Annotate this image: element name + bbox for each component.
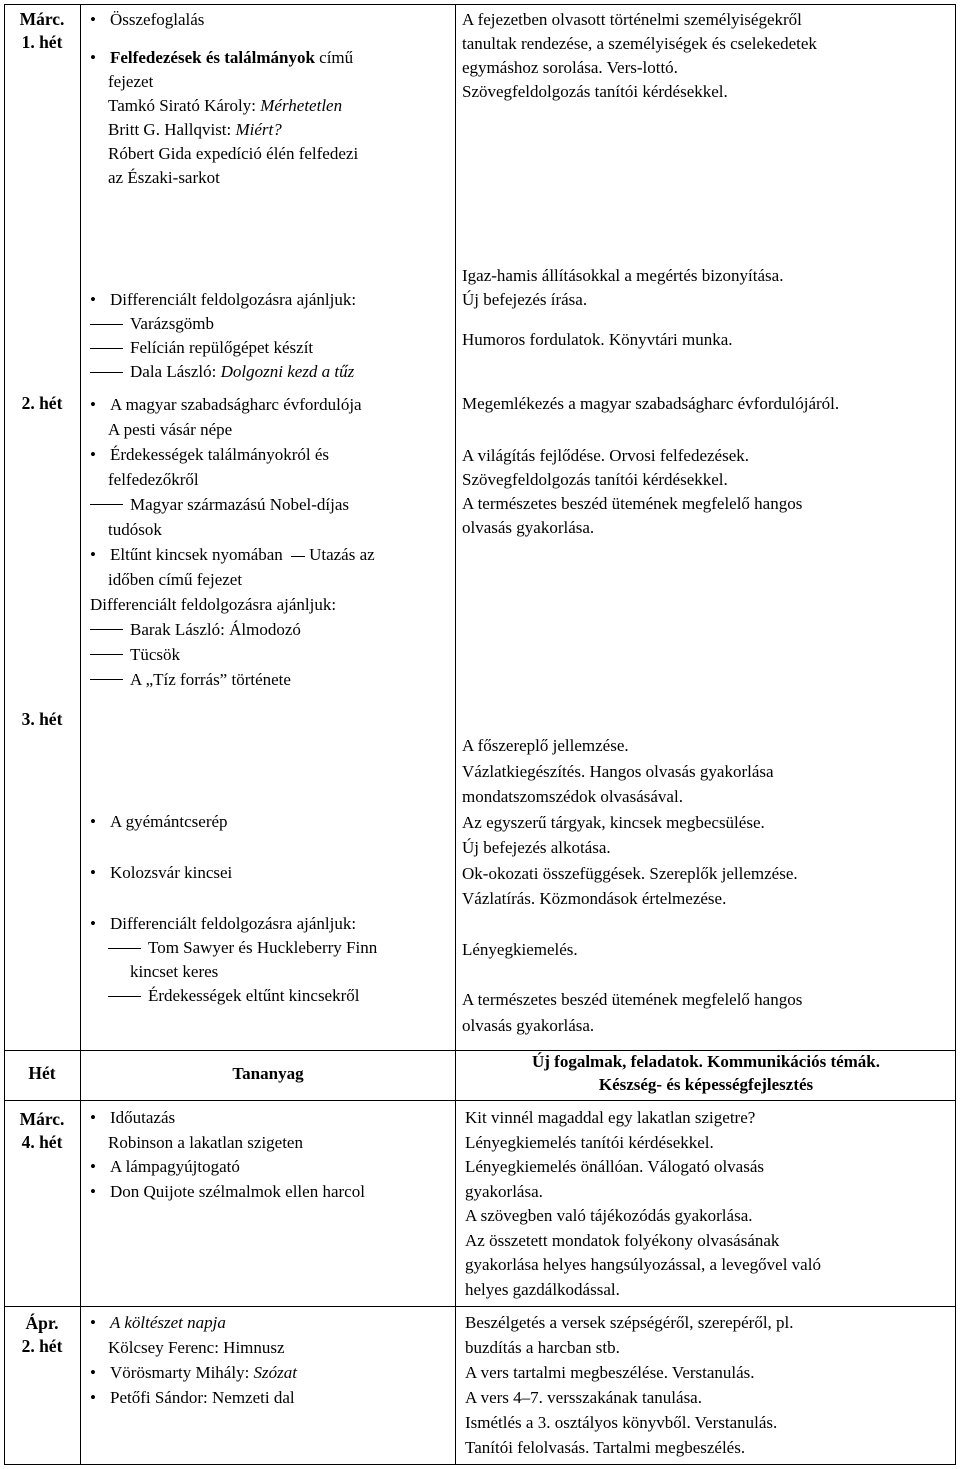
task-line: Ok-okozati összefüggések. Szereplők jellemzése. <box>462 863 798 883</box>
task-line: Új befejezés alkotása. <box>462 838 611 857</box>
material-row-4 <box>90 1106 450 1204</box>
tasks-row-3 <box>462 733 952 1038</box>
list-item: Robinson a lakatlan szigeten <box>108 1132 303 1152</box>
column-divider-week <box>80 4 81 1465</box>
task-line: Ismétlés a 3. osztályos könyvből. Verstanulás. <box>465 1413 778 1432</box>
list-item: tudósok <box>108 520 162 539</box>
list-item: felfedezőkről <box>108 470 199 489</box>
list-item: • Kolozsvár kincsei <box>90 861 450 885</box>
material-row-1b <box>90 288 450 384</box>
task-line: Vázlatírás. Közmondások értelmezése. <box>462 889 727 908</box>
task-line: gyakorlása. <box>465 1181 543 1201</box>
tasks-row-1 <box>462 8 952 104</box>
task-line: egymáshoz sorolása. Vers-lottó. <box>462 58 678 77</box>
row-divider-apr <box>4 1306 956 1307</box>
task-line: Beszélgetés a versek szépségéről, szerepéről, pl. <box>465 1313 794 1332</box>
list-item: • Érdekességek találmányokról és <box>90 442 450 467</box>
material-row-3 <box>90 810 450 1008</box>
week-label-3: 3. hét <box>21 709 63 729</box>
list-item: kincset keres <box>130 962 219 981</box>
list-item: időben című fejezet <box>108 570 243 589</box>
list-item: • Felfedezések és találmányok című <box>90 46 450 70</box>
tasks-row-4 <box>465 1106 953 1302</box>
list-item: • Összefoglalás <box>90 8 450 32</box>
task-line: Vázlatkiegészítés. Hangos olvasás gyakorlása <box>462 761 774 781</box>
list-item: • A gyémántcserép <box>90 810 450 834</box>
task-line: gyakorlása helyes hangsúlyozással, a levegővel való <box>465 1255 821 1274</box>
list-item: az Északi-sarkot <box>108 168 220 187</box>
task-line: Humoros fordulatok. Könyvtári munka. <box>462 330 733 349</box>
task-line: Megemlékezés a magyar szabadságharc évfordulójáról. <box>462 394 840 413</box>
task-line: Kit vinnél magaddal egy lakatlan szigetre? <box>465 1108 756 1127</box>
task-line: Tanítói felolvasás. Tartalmi megbeszélés. <box>465 1438 746 1457</box>
task-line: A fejezetben olvasott történelmi személyiségekről <box>462 10 802 29</box>
list-item: Varázsgömb <box>90 312 450 336</box>
material-row-5 <box>90 1310 450 1410</box>
tasks-row-1b <box>462 264 952 352</box>
list-item: Barak László: Álmodozó <box>90 617 450 642</box>
task-line: buzdítás a harcban stb. <box>465 1338 620 1357</box>
list-item: • Petőfi Sándor: Nemzeti dal <box>90 1385 450 1410</box>
tasks-row-5 <box>465 1310 953 1460</box>
task-line: Lényegkiemelés. <box>462 939 578 959</box>
task-line: tanultak rendezése, a személyiségek és cselekedetek <box>462 34 817 53</box>
task-line: olvasás gyakorlása. <box>462 1015 595 1035</box>
task-line: A vers 4–7. versszakának tanulása. <box>465 1388 702 1407</box>
material-row-1 <box>90 8 450 190</box>
header-material: Tananyag <box>232 1064 304 1083</box>
task-line: A természetes beszéd ütemének megfelelő hangos <box>462 990 803 1009</box>
task-line: mondatszomszédok olvasásával. <box>462 787 683 806</box>
list-item: • Differenciált feldolgozásra ajánljuk: <box>90 288 450 312</box>
material-row-2 <box>90 392 450 692</box>
list-item: Magyar származású Nobel-díjas <box>90 492 450 517</box>
list-item: • Eltűnt kincsek nyomában Utazás az <box>90 542 450 567</box>
task-line: A szövegben való tájékozódás gyakorlása. <box>465 1206 753 1225</box>
list-item: • A magyar szabadságharc évfordulója <box>90 392 450 417</box>
task-line: A világítás fejlődése. Orvosi felfedezések. <box>462 446 750 465</box>
list-item: Kölcsey Ferenc: Himnusz <box>108 1338 285 1357</box>
tasks-row-2 <box>462 392 952 540</box>
list-item: Differenciált feldolgozásra ajánljuk: <box>90 595 337 614</box>
task-line: Lényegkiemelés önállóan. Válogató olvasás <box>465 1157 764 1176</box>
list-item: A „Tíz forrás” története <box>90 667 450 692</box>
column-divider-material <box>455 4 456 1465</box>
list-item: Érdekességek eltűnt kincsekről <box>108 984 450 1008</box>
task-line: A vers tartalmi megbeszélése. Verstanulás. <box>465 1363 755 1382</box>
task-line: A természetes beszéd ütemének megfelelő hangos <box>462 494 803 513</box>
list-item: Tücsök <box>90 642 450 667</box>
week-label-marc-4: Márc. 4. hét <box>19 1109 65 1152</box>
task-line: Szövegfeldolgozás tanítói kérdésekkel. <box>462 82 728 101</box>
list-item: Tom Sawyer és Huckleberry Finn <box>108 936 450 960</box>
header-tasks: Új fogalmak, feladatok. Kommunikációs témák. Készség- és képességfejlesztés <box>531 1052 881 1094</box>
task-line: olvasás gyakorlása. <box>462 518 595 537</box>
list-item: Britt G. Hallqvist: Miért? <box>108 120 282 139</box>
task-line: helyes gazdálkodással. <box>465 1279 620 1299</box>
list-item: A pesti vásár népe <box>108 420 233 439</box>
list-item: • A lámpagyújtogató <box>90 1155 450 1180</box>
list-item: Tamkó Sirató Károly: Mérhetetlen <box>108 96 343 115</box>
list-item: • Don Quijote szélmalmok ellen harcol <box>90 1180 450 1205</box>
task-line: Lényegkiemelés tanítói kérdésekkel. <box>465 1132 714 1152</box>
list-item: • A költészet napja <box>90 1310 450 1335</box>
task-line: Igaz-hamis állításokkal a megértés bizonyítása. <box>462 266 784 285</box>
header-bottom-border <box>4 1100 956 1101</box>
task-line: Az összetett mondatok folyékony olvasásának <box>465 1230 780 1250</box>
header-week: Hét <box>28 1063 56 1083</box>
week-label-2: 2. hét <box>21 393 63 413</box>
task-line: A főszereplő jellemzése. <box>462 736 629 755</box>
task-line: Az egyszerű tárgyak, kincsek megbecsülése. <box>462 812 765 832</box>
week-label-apr-2: Ápr. 2. hét <box>21 1313 63 1356</box>
list-item: • Vörösmarty Mihály: Szózat <box>90 1360 450 1385</box>
list-item: Felícián repülőgépet készít <box>90 336 450 360</box>
list-item: • Időutazás <box>90 1106 450 1131</box>
list-item: Róbert Gida expedíció élén felfedezi <box>108 144 359 163</box>
week-label-marc-1: Márc. 1. hét <box>19 9 65 52</box>
list-item: fejezet <box>108 72 154 91</box>
task-line: Új befejezés írása. <box>462 290 588 309</box>
list-item: • Differenciált feldolgozásra ajánljuk: <box>90 912 450 936</box>
list-item: Dala László: Dolgozni kezd a tűz <box>90 360 450 384</box>
task-line: Szövegfeldolgozás tanítói kérdésekkel. <box>462 470 728 489</box>
